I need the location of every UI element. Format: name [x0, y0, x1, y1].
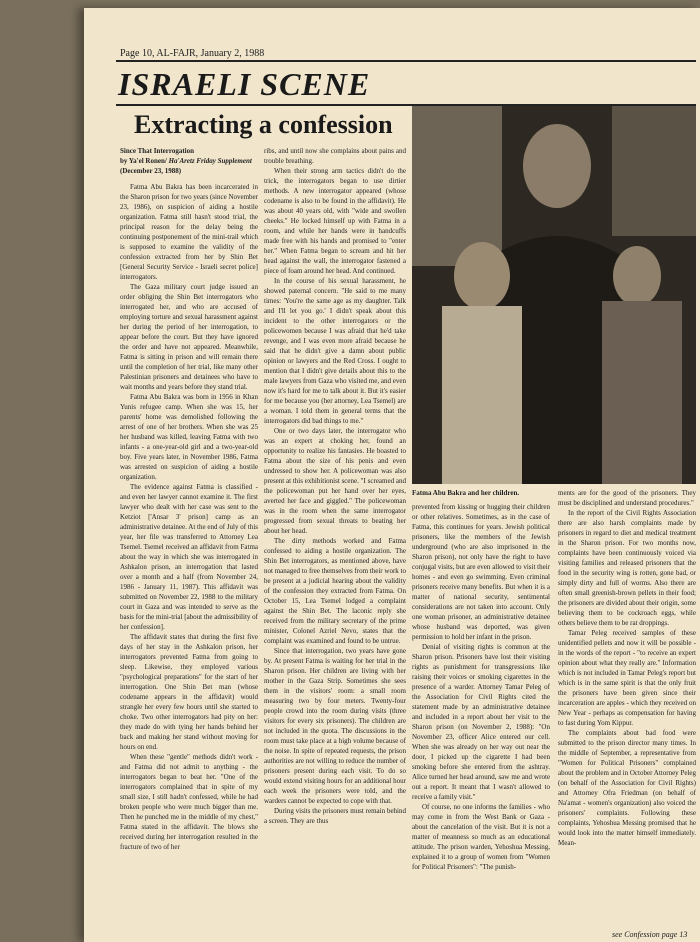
byline-title: Since That Interrogation: [120, 147, 195, 155]
paragraph: When these "gentle" methods didn't work - and Fatma did not admit to anything - the interrogators began to beat her. "One of the interrogators complained that in spite of my small size, I still hadn't confessed, while he had broken people who were much bigger than me. Then he punched me in the middle of my chest," Fatma stated in the affidavit. The blows she received during her interrogation resulted in the fracture of two of her: [120, 753, 258, 851]
continued-note: see Confession page 13: [612, 930, 688, 939]
top-rule: [116, 60, 696, 62]
article-headline: Extracting a confession: [134, 110, 393, 139]
section-title: ISRAELI SCENE: [118, 66, 371, 102]
paragraph: Fatma Abu Bakra was born in 1956 in Khan Yunis refugee camp. When she was 15, her parents' home was demolished following the arrest of one of her brothers. When she was 25 her husband was killed, leaving Fatma with two infants - a one-year-old girl and a two-year-old boy. Five years later, in November 1986, Fatma was arrested on suspicion of aiding a hostile organization.: [120, 393, 258, 481]
paragraph: During visits the prisoners must remain behind a screen. They are thus: [264, 807, 406, 825]
article-column-3: [412, 502, 550, 872]
paragraph: When their strong arm tactics didn't do the trick, the interrogators began to use dirtier methods. A new interrogator appeared (whose codename is also to be found in the affidavit). He was about 40 years old, with "wide and swollen cheeks." He locked himself up with Fatma in a room, and while her hands were in handcuffs made free with his hands and promised to "enter her." When Fatma began to scream and hit her head against the wall, the interrogator fastened a piece of foam around her head. And continued.: [264, 167, 406, 275]
paragraph: Since that interrogation, two years have gone by. At present Fatma is waiting for her trial in the Sharon prison. Her children are living with her mother in the Gaza Strip. Sometimes she sees them in the visitors' room: a small room measuring two by four meters. Twenty-four people crowd into the room during visits (three visitors for every six prisoners). The children are not included in the quota. The discussions in the room must take place at a high volume because of the noise. In spite of repeated requests, the prison authorities are not willing to reduce the number of prisoners present during each visit. To do so would extend visiting hours for an additional hour each week the prisoners were told, and the warders cannot be expected to cope with that.: [264, 647, 406, 805]
article-column-2: [264, 146, 406, 826]
byline: [120, 146, 258, 176]
paragraph: The complaints about bad food were submitted to the prison director many times. In the middle of September, a representative from "Women for Political Prisoners" complained about the problem and in October Attorney Peleg (on behalf of the Association for Civil Rights) and Attorney Ofra Friedman (on behalf of Na'amat - women's organization) also voiced the prisoners' complaints. Following these complaints, Yehoshua Messing promised that he would look into the matter himself immediately. Mean-: [558, 729, 696, 847]
paragraph: The dirty methods worked and Fatma confessed to aiding a hostile organization. The Shin Bet interrogators, as mentioned above, have not managed to free themselves from their work to be present at a judicial hearing about the validity of the confession they extracted from Fatma. On October 15, Lea Tsemel lodged a complaint against the Shin Bet. The laconic reply she received from the military secretary of the prime minister, Colonel Azriel Nevo, states that the complaint was examined and found to be untrue.: [264, 537, 406, 645]
byline-date: (December 23, 1988): [120, 167, 182, 175]
paragraph: One or two days later, the interrogator who was an expert at choking her, found an opportunity to realize his fantasies. He boasted to Fatma about the size of his penis and even undressed to show her. A policewoman was also present at this exhibitionist scene. "I screamed and the policewoman put her hand over her eyes, averted her face and giggled." The policewoman was in the room when the same interrogator progressed from sexual threats to beating her about her head.: [264, 427, 406, 535]
byline-author: by Ya'el Ronen/: [120, 157, 167, 165]
paragraph: In the course of his sexual harassment, he showed paternal concern. "He said to me many times: 'You're the same age as my daughter. Talk and I'll let you go.' I didn't speak about this incident to the other interrogators or the policewomen because I was afraid that he'd take revenge, and I was even more afraid because he said that he didn't give a damn about public opinion or lawyers and the Red Cross. I ought to mention that I didn't give details about this to the male lawyers from Gaza who visited me, and even now it's hard for me to talk about it. But it's easier for me because you (her attorney, Lea Tsemel) are a woman. I told them in general terms that the interrogators did bad things to me.": [264, 277, 406, 425]
page-folio: Page 10, AL-FAJR, January 2, 1988: [120, 48, 265, 59]
paragraph: Of course, no one informs the families - who may come in from the West Bank or Gaza - about the cancelation of the visit. But it is not a matter of meanness so much as an educational attitude. The prison warden, Yehoshua Messing, explained it to a group of women from "Women for Political Prisoners": "The punish-: [412, 803, 550, 871]
paragraph: ribs, and until now she complains about pains and trouble breathing.: [264, 147, 406, 165]
byline-source: Ha'Aretz Friday Supplement: [168, 157, 252, 165]
paragraph: Denial of visiting rights is common at the Sharon prison. Prisoners have lost their visiting rights as punishment for transgressions like raising their voices or smoking cigarettes in the presence of a warder. Attorney Tamar Peleg of the Association for Civil Rights cited the statement made by an administrative detainee and included in a report about her visit to the Sharon prison (on November 2, 1988): "On November 23, officer Alice entered our cell. When she was already on her way out near the door, I picked up the cigarette I had been smoking before she entered from the ashtray. Alice turned her head around, saw me and wrote out a report. It meant that I wasn't allowed to receive a family visit.": [412, 643, 550, 801]
paragraph: ments are for the good of the prisoners. They must be disciplined and understand procedures.": [558, 489, 696, 507]
paragraph: The evidence against Fatma is classified - and even her lawyer cannot examine it. The first lawyer who dealt with her case was sent to the Ketziot ['Ansar 3' prison] camp as an administrative detainee. At the end of July of this year, her file was transferred to Attorney Lea Tsemel. Tsemel received an affidavit from Fatma about the way in which she was interrogated in Ashkalon prison, an interrogation that lasted over a month and a half (from November 24, 1986 - January 11, 1987). This affidavit was submitted on November 22, 1988 to the military court in Gaza and was intended to serve as the basis for the mini-trial [about the admissibility of her confession].: [120, 483, 258, 631]
paragraph: In the report of the Civil Rights Association there are also harsh complaints made by prisoners in regard to diet and medical treatment in the Sharon prison. For two months now, complaints have been continuously voiced via visiting families and released prisoners that the food in the security wing is rotten, gone bad, or simply dirty and full of worms. Also there are often small greenish-brown pellets in their food; the prisoners are divided about their origin, some believing them to be cockroach eggs, while others believe them to be rat droppings.: [558, 509, 696, 627]
photo-image: [412, 106, 696, 484]
newspaper-page: [84, 8, 700, 942]
paragraph: The affidavit states that during the first five days of her stay in the Ashkalon prison, her interrogators prevented Fatma from going to sleep. Likewise, they employed various "psychological preparations" for the start of her interrogation. One Shin Bet man (whose codename appears in the affidavit) would strangle her every few hours until she started to choke. Two other interrogators had pity on her: they made do with tying her hands behind her back and making her stand without moving for hours on end.: [120, 633, 258, 751]
article-column-1: [120, 146, 258, 852]
paragraph: Tamar Peleg received samples of these unidentified pellets and now it will be possible - in the words of the report - "to receive an expert opinion about what they really are." Information which is not included in Tamar Peleg's report but which is in the same spirit is that the only fruit the prisoners have been given since their incarceration are apples - which they received on New Year - perhaps as compensation for having to fast during Yom Kippur.: [558, 629, 696, 727]
article-column-4: [558, 488, 696, 848]
article-photo: [412, 106, 696, 484]
paragraph: prevented from kissing or hugging their children or other relatives. Sometimes, as in the case of Fatma, this continues for years. Jewish political prisoners, like the members of the Jewish underground (who are also imprisoned in the Sharon prison), not only have the right to have conjugal visits, but are even allowed to visit their homes - and even go swimming. Even criminal prisoners receive many benefits. But when it is a matter of national security, sentimental considerations are not taken into account. Only one woman prisoner, an administrative detainee whose husband was deported, was given permission to hold her infant in the prison.: [412, 503, 550, 641]
photo-caption: Fatma Abu Bakra and her children.: [412, 489, 520, 497]
paragraph: Fatma Abu Bakra has been incarcerated in the Sharon prison for two years (since November 23, 1986), on suspicion of aiding a hostile organization. Fatma still hasn't stood trial, the principal reason for the delay being the continuing postponement of the mini-trail which is supposed to examine the validity of the confession extracted from her by Shin Bet [General Security Service - Israeli secret police] interrogators.: [120, 183, 258, 281]
paragraph: The Gaza military court judge issued an order obliging the Shin Bet interrogators who interrogated her, and who are accused of employing torture and sexual harassment against her during the period of her interrogation, to appear before the court. But they have ignored the order and have not appeared. Meanwhile, Fatma is sitting in prison and will remain there until the completion of her trial, like many other Palestinian prisoners and detainees who have to wait months and years before they stand trial.: [120, 283, 258, 391]
